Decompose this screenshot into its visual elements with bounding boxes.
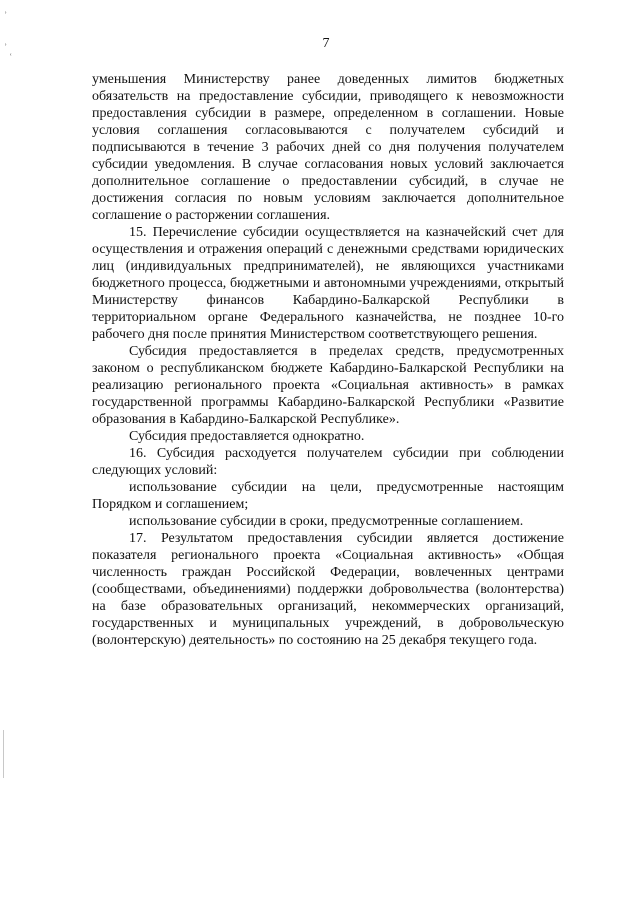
margin-mark: ʾ xyxy=(4,11,8,22)
document-body xyxy=(92,71,564,649)
paragraph-16-conditions: 16. Субсидия расходуется получателем субсидии при соблюдении следующих условий: xyxy=(92,446,564,478)
margin-mark: ʿ xyxy=(9,53,13,64)
paragraph-subsidy-funding: Субсидия предоставляется в пределах средств, предусмотренных законом о республиканском бюджете Кабардино-Балкарской Республики на реализацию регионального проекта «Социальная активность» в рамках государственной программы Кабардино-Балкарской Республики «Развитие образования в Кабардино-Балкарской Республике». xyxy=(92,344,564,427)
paragraph-condition-purpose: использование субсидии на цели, предусмотренные настоящим Порядком и соглашением; xyxy=(92,480,564,512)
paragraph-one-time: Субсидия предоставляется однократно. xyxy=(129,429,365,444)
page-number: 7 xyxy=(322,36,330,51)
paragraph-subsidy-limits: уменьшения Министерству ранее доведенных лимитов бюджетных обязательств на предоставление субсидии, приводящего к невозможности предоставления субсидии в размере, определенном в соглашении. Новые условия соглашения согласовываются с получателем субсидий и подписываются в течение 3 рабочих дней со дня получения получателем субсидии уведомления. В случае согласования новых условий заключается дополнительное соглашение о предоставлении субсидий, в случае не достижения согласия по новым условиям заключается дополнительное соглашение о расторжении соглашения. xyxy=(92,72,564,223)
paragraph-condition-terms: использование субсидии в сроки, предусмотренные соглашением. xyxy=(129,514,524,529)
paragraph-15-transfer: 15. Перечисление субсидии осуществляется на казначейский счет для осуществления и отражения операций с денежными средствами юридических лиц (индивидуальных предпринимателей), не являющихся участниками бюджетного процесса, бюджетными и автономными учреждениями, открытый Министерству финансов Кабардино-Балкарской Республики в территориальном органе Федерального казначейства, не позднее 10-го рабочего дня после принятия Министерством соответствующего решения. xyxy=(92,225,564,342)
margin-mark: ʾ xyxy=(4,43,8,54)
paragraph-17-result: 17. Результатом предоставления субсидии является достижение показателя регионального проекта «Социальная активность» «Общая численность граждан Российской Федерации, вовлеченных центрами (сообществами, объединениями) поддержки добровольчества (волонтерства) на базе образовательных организаций, некоммерческих организаций, государственных и муниципальных учреждений, в добровольческую (волонтерскую) деятельность» по состоянию на 25 декабря текущего года. xyxy=(92,531,564,648)
scan-artifact-line xyxy=(3,730,4,778)
